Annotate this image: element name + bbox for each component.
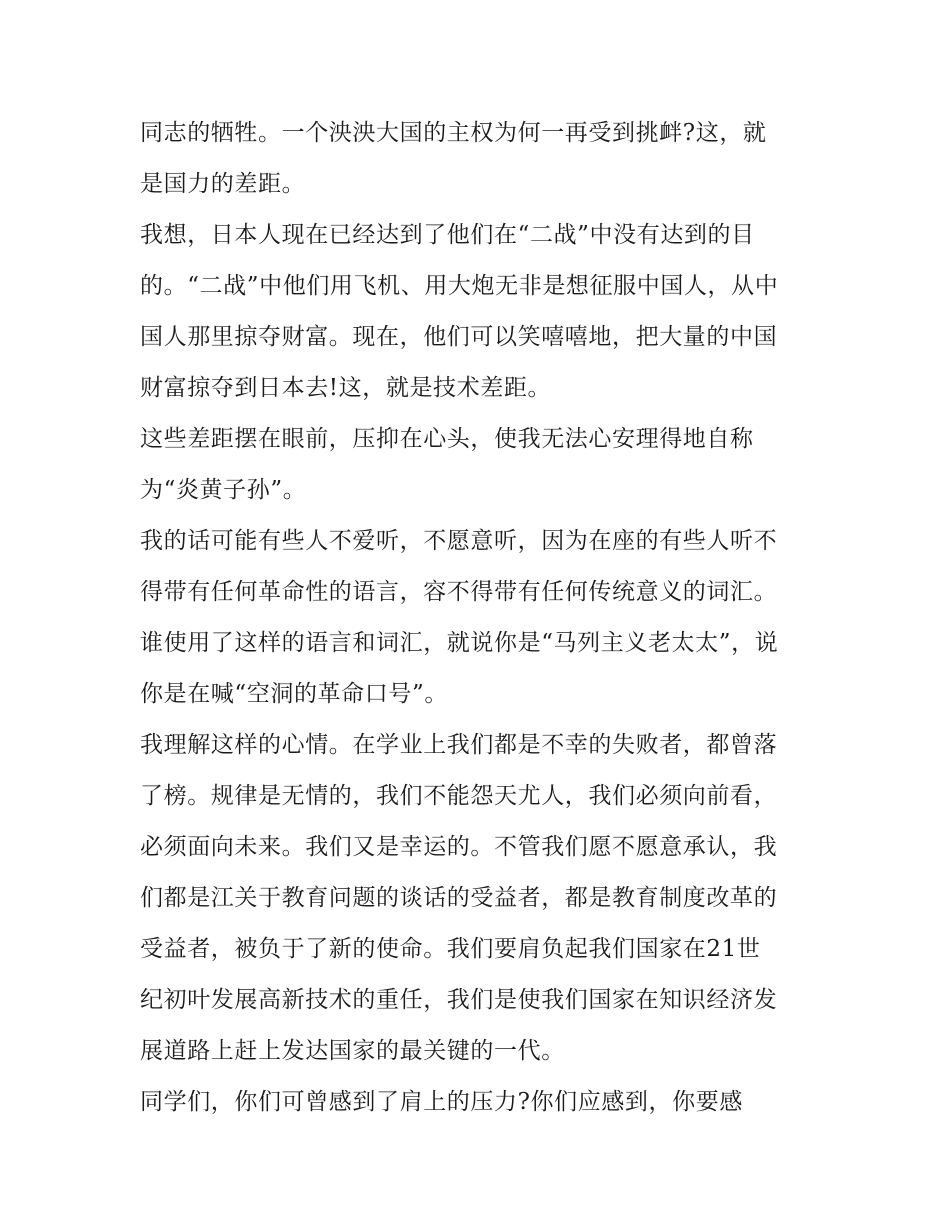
text-line: 是国力的差距。 [140,171,306,197]
text-line: 受益者，被负于了新的使命。我们要肩负起我们国家在21世 [140,936,761,962]
text-line: 们都是江关于教育问题的谈话的受益者，都是教育制度改革的 [140,885,778,911]
text-line: 财富掠夺到日本去!这，就是技术差距。 [140,375,552,401]
text-line: 我理解这样的心情。在学业上我们都是不幸的失败者，都曾落 [140,732,778,758]
text-line: 这些差距摆在眼前，压抑在心头，使我无法心安理得地自称 [140,426,754,452]
text-line: 同学们，你们可曾感到了肩上的压力?你们应感到，你要感 [140,1089,743,1115]
text-line: 纪初叶发展高新技术的重任，我们是使我们国家在知识经济发 [140,987,778,1013]
text-line: 为“炎黄子孙”。 [140,477,307,503]
text-line: 了榜。规律是无情的，我们不能怨天尤人，我们必须向前看， [140,783,778,809]
text-line: 我的话可能有些人不爱听，不愿意听，因为在座的有些人听不 [140,528,778,554]
text-line: 展道路上赶上发达国家的最关键的一代。 [140,1038,565,1064]
text-line: 得带有任何革命性的语言，容不得带有任何传统意义的词汇。 [140,579,778,605]
text-line: 我想，日本人现在已经达到了他们在“二战”中没有达到的目 [140,222,755,248]
text-line: 必须面向未来。我们又是幸运的。不管我们愿不愿意承认，我 [140,834,778,860]
text-line: 国人那里掠夺财富。现在，他们可以笑嘻嘻地，把大量的中国 [140,324,778,350]
text-line: 谁使用了这样的语言和词汇，就说你是“马列主义老太太”，说 [140,630,779,656]
text-line: 的。“二战”中他们用飞机、用大炮无非是想征服中国人，从中 [140,273,779,299]
body-text [140,108,820,1128]
text-line: 同志的牺牲。一个泱泱大国的主权为何一再受到挑衅?这，就 [140,120,767,146]
text-line: 你是在喊“空洞的革命口号”。 [140,681,448,707]
